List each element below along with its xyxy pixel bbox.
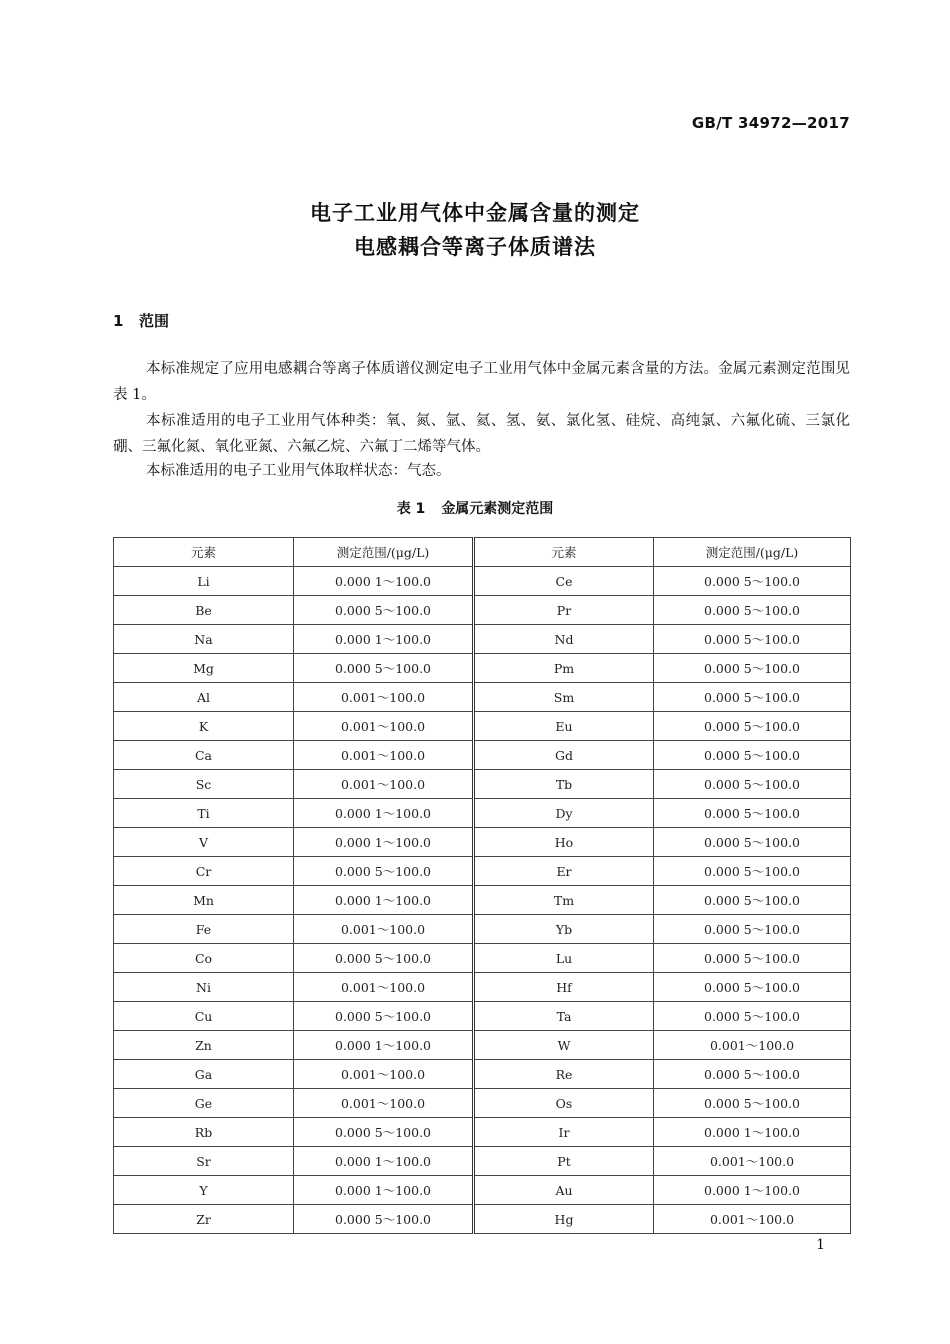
table-caption-number: 表 1 bbox=[396, 501, 426, 517]
element-cell-right: Pr bbox=[474, 596, 654, 625]
metal-range-table bbox=[113, 537, 851, 1234]
table-row bbox=[114, 567, 851, 596]
range-cell-right: 0.000 5～100.0 bbox=[654, 567, 851, 596]
element-cell-left: Be bbox=[114, 596, 294, 625]
range-cell-left: 0.001～100.0 bbox=[294, 741, 474, 770]
element-cell-left: Cr bbox=[114, 857, 294, 886]
element-cell-left: K bbox=[114, 712, 294, 741]
table-caption bbox=[0, 498, 950, 518]
range-cell-right: 0.000 5～100.0 bbox=[654, 944, 851, 973]
range-cell-left: 0.000 1～100.0 bbox=[294, 567, 474, 596]
table-caption-title: 金属元素测定范围 bbox=[441, 501, 554, 517]
element-cell-left: Ge bbox=[114, 1089, 294, 1118]
range-cell-left: 0.001～100.0 bbox=[294, 770, 474, 799]
range-cell-right: 0.000 5～100.0 bbox=[654, 1002, 851, 1031]
element-cell-right: Pm bbox=[474, 654, 654, 683]
table-row bbox=[114, 1060, 851, 1089]
element-cell-right: W bbox=[474, 1031, 654, 1060]
table-row bbox=[114, 1002, 851, 1031]
range-cell-left: 0.001～100.0 bbox=[294, 973, 474, 1002]
element-cell-right: Hf bbox=[474, 973, 654, 1002]
range-cell-right: 0.000 5～100.0 bbox=[654, 596, 851, 625]
table-row bbox=[114, 944, 851, 973]
table-row bbox=[114, 625, 851, 654]
element-cell-right: Eu bbox=[474, 712, 654, 741]
table-row bbox=[114, 1176, 851, 1205]
element-cell-right: Tm bbox=[474, 886, 654, 915]
element-cell-right: Sm bbox=[474, 683, 654, 712]
range-cell-left: 0.000 1～100.0 bbox=[294, 886, 474, 915]
element-cell-left: Sc bbox=[114, 770, 294, 799]
range-cell-right: 0.000 5～100.0 bbox=[654, 1089, 851, 1118]
table-row bbox=[114, 1118, 851, 1147]
table-row bbox=[114, 799, 851, 828]
range-cell-right: 0.000 5～100.0 bbox=[654, 799, 851, 828]
range-cell-left: 0.000 5～100.0 bbox=[294, 654, 474, 683]
header-element-left: 元素 bbox=[114, 538, 294, 567]
element-cell-right: Gd bbox=[474, 741, 654, 770]
table-body bbox=[114, 567, 851, 1234]
range-cell-right: 0.001～100.0 bbox=[654, 1031, 851, 1060]
section-heading bbox=[113, 310, 169, 331]
range-cell-left: 0.000 5～100.0 bbox=[294, 1118, 474, 1147]
table-row bbox=[114, 828, 851, 857]
range-cell-right: 0.000 5～100.0 bbox=[654, 654, 851, 683]
standard-code: GB/T 34972—2017 bbox=[691, 114, 850, 132]
element-cell-right: Tb bbox=[474, 770, 654, 799]
element-cell-right: Lu bbox=[474, 944, 654, 973]
document-title-line2: 电感耦合等离子体质谱法 bbox=[354, 235, 596, 259]
element-cell-left: Fe bbox=[114, 915, 294, 944]
element-cell-right: Re bbox=[474, 1060, 654, 1089]
element-cell-left: Y bbox=[114, 1176, 294, 1205]
element-cell-right: Ce bbox=[474, 567, 654, 596]
range-cell-left: 0.000 5～100.0 bbox=[294, 1205, 474, 1234]
range-cell-left: 0.001～100.0 bbox=[294, 915, 474, 944]
section-title: 范围 bbox=[139, 312, 170, 330]
element-cell-right: Ho bbox=[474, 828, 654, 857]
range-cell-left: 0.000 5～100.0 bbox=[294, 1002, 474, 1031]
table-row bbox=[114, 886, 851, 915]
range-cell-left: 0.000 5～100.0 bbox=[294, 857, 474, 886]
element-cell-left: Al bbox=[114, 683, 294, 712]
range-cell-left: 0.000 1～100.0 bbox=[294, 1031, 474, 1060]
range-cell-right: 0.000 5～100.0 bbox=[654, 683, 851, 712]
table-row bbox=[114, 654, 851, 683]
header-element-right: 元素 bbox=[474, 538, 654, 567]
element-cell-left: Li bbox=[114, 567, 294, 596]
element-cell-right: Pt bbox=[474, 1147, 654, 1176]
range-cell-right: 0.000 5～100.0 bbox=[654, 712, 851, 741]
range-cell-right: 0.001～100.0 bbox=[654, 1147, 851, 1176]
element-cell-right: Yb bbox=[474, 915, 654, 944]
table-header-row bbox=[114, 538, 851, 567]
table-row bbox=[114, 741, 851, 770]
element-cell-right: Dy bbox=[474, 799, 654, 828]
element-cell-left: Mg bbox=[114, 654, 294, 683]
element-cell-left: V bbox=[114, 828, 294, 857]
element-cell-left: Sr bbox=[114, 1147, 294, 1176]
element-cell-right: Er bbox=[474, 857, 654, 886]
element-cell-right: Ta bbox=[474, 1002, 654, 1031]
document-title-line1: 电子工业用气体中金属含量的测定 bbox=[310, 201, 640, 225]
table-row bbox=[114, 712, 851, 741]
table-row bbox=[114, 973, 851, 1002]
element-cell-left: Ca bbox=[114, 741, 294, 770]
range-cell-right: 0.000 5～100.0 bbox=[654, 857, 851, 886]
scope-paragraph-3: 本标准适用的电子工业用气体取样状态：气态。 bbox=[146, 463, 451, 479]
element-cell-right: Ir bbox=[474, 1118, 654, 1147]
element-cell-left: Mn bbox=[114, 886, 294, 915]
table-row bbox=[114, 770, 851, 799]
header-range-right: 测定范围/(μg/L) bbox=[654, 538, 851, 567]
range-cell-left: 0.000 1～100.0 bbox=[294, 828, 474, 857]
element-cell-left: Co bbox=[114, 944, 294, 973]
table-row bbox=[114, 1089, 851, 1118]
section-number: 1 bbox=[113, 312, 124, 330]
element-cell-left: Ti bbox=[114, 799, 294, 828]
scope-paragraph-1: 本标准规定了应用电感耦合等离子体质谱仪测定电子工业用气体中金属元素含量的方法。金属元素测定范围见表 1。 bbox=[113, 361, 850, 403]
range-cell-left: 0.001～100.0 bbox=[294, 1060, 474, 1089]
range-cell-left: 0.000 1～100.0 bbox=[294, 1176, 474, 1205]
element-cell-left: Cu bbox=[114, 1002, 294, 1031]
range-cell-right: 0.000 5～100.0 bbox=[654, 886, 851, 915]
element-cell-right: Nd bbox=[474, 625, 654, 654]
element-cell-left: Na bbox=[114, 625, 294, 654]
range-cell-right: 0.000 1～100.0 bbox=[654, 1118, 851, 1147]
page-number: 1 bbox=[816, 1237, 825, 1253]
range-cell-left: 0.000 1～100.0 bbox=[294, 799, 474, 828]
range-cell-right: 0.001～100.0 bbox=[654, 1205, 851, 1234]
element-cell-right: Au bbox=[474, 1176, 654, 1205]
element-cell-left: Rb bbox=[114, 1118, 294, 1147]
table-row bbox=[114, 1147, 851, 1176]
table-row bbox=[114, 1031, 851, 1060]
table-row bbox=[114, 596, 851, 625]
range-cell-left: 0.001～100.0 bbox=[294, 683, 474, 712]
range-cell-right: 0.000 5～100.0 bbox=[654, 741, 851, 770]
header-range-left: 测定范围/(μg/L) bbox=[294, 538, 474, 567]
range-cell-left: 0.001～100.0 bbox=[294, 1089, 474, 1118]
scope-paragraph-2: 本标准适用的电子工业用气体种类：氧、氮、氩、氦、氢、氨、氯化氢、硅烷、高纯氯、六氟化硫、三氯化硼、三氟化氮、氧化亚氮、六氟乙烷、六氟丁二烯等气体。 bbox=[113, 413, 850, 455]
table-row bbox=[114, 915, 851, 944]
table-row bbox=[114, 683, 851, 712]
element-cell-left: Ni bbox=[114, 973, 294, 1002]
range-cell-right: 0.000 5～100.0 bbox=[654, 828, 851, 857]
range-cell-left: 0.000 5～100.0 bbox=[294, 944, 474, 973]
range-cell-right: 0.000 5～100.0 bbox=[654, 973, 851, 1002]
range-cell-right: 0.000 1～100.0 bbox=[654, 1176, 851, 1205]
element-cell-left: Zr bbox=[114, 1205, 294, 1234]
element-cell-left: Zn bbox=[114, 1031, 294, 1060]
element-cell-right: Hg bbox=[474, 1205, 654, 1234]
range-cell-right: 0.000 5～100.0 bbox=[654, 915, 851, 944]
range-cell-left: 0.000 1～100.0 bbox=[294, 625, 474, 654]
table-row bbox=[114, 857, 851, 886]
range-cell-left: 0.000 1～100.0 bbox=[294, 1147, 474, 1176]
range-cell-left: 0.001～100.0 bbox=[294, 712, 474, 741]
range-cell-right: 0.000 5～100.0 bbox=[654, 1060, 851, 1089]
range-cell-right: 0.000 5～100.0 bbox=[654, 770, 851, 799]
element-cell-left: Ga bbox=[114, 1060, 294, 1089]
range-cell-right: 0.000 5～100.0 bbox=[654, 625, 851, 654]
range-cell-left: 0.000 5～100.0 bbox=[294, 596, 474, 625]
table-row bbox=[114, 1205, 851, 1234]
element-cell-right: Os bbox=[474, 1089, 654, 1118]
